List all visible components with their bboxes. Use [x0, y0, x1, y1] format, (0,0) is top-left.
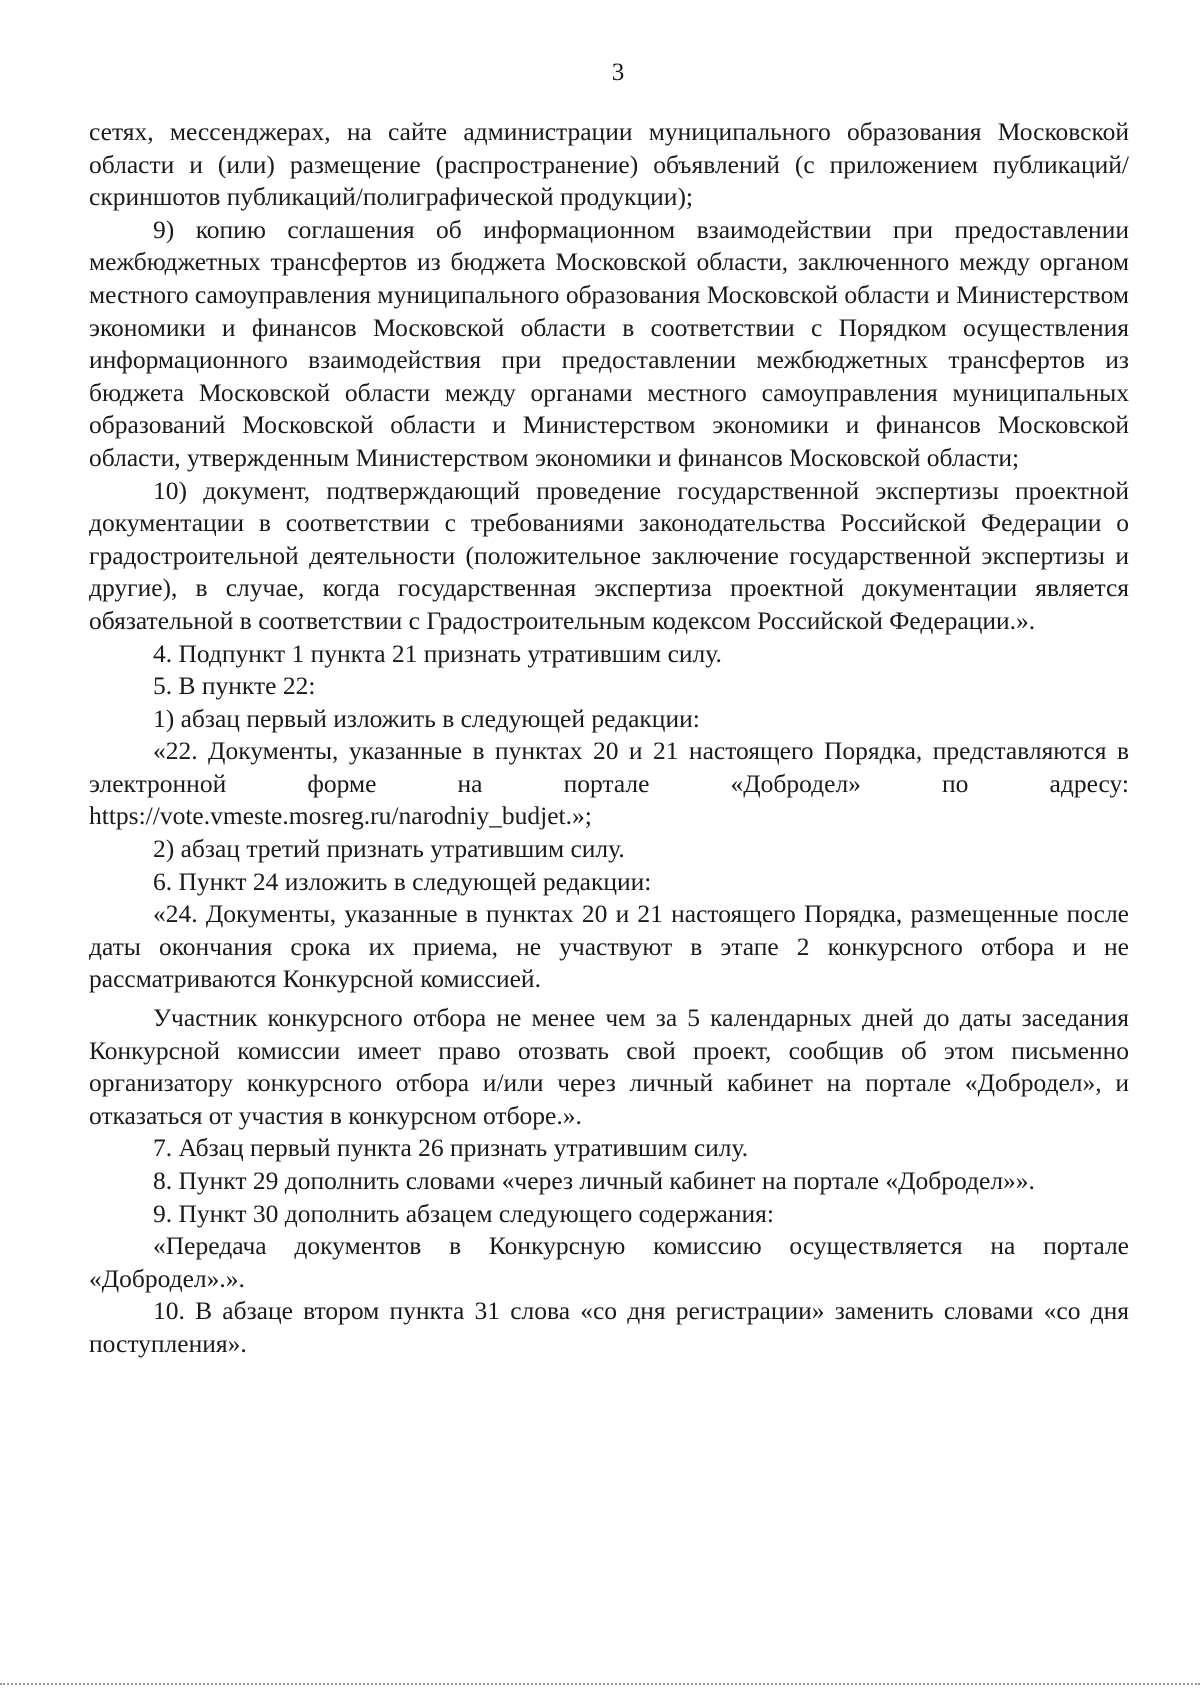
paragraph-new-clause-24: «24. Документы, указанные в пунктах 20 и 21 настоящего Порядка, размещенные после даты окончания срока их приема, не участвуют в этапе 2 конкурсного отбора и не рассматриваются Конкурсной комиссией. — [89, 899, 1129, 994]
paragraph-point-10: 10. В абзаце втором пункта 31 слова «со дня регистрации» заменить словами «со дня поступления». — [89, 1296, 1129, 1358]
paragraph-new-clause-22: «22. Документы, указанные в пунктах 20 и 21 настоящего Порядка, представляются в электронной форме на портале «Добродел» по адресу: https://vote.vmeste.mosreg.ru/narodniy_budjet.»; — [89, 736, 1129, 831]
paragraph-new-clause-24-part-2: Участник конкурсного отбора не менее чем за 5 календарных дней до даты заседания Конкурсной комиссии имеет право отозвать свой проект, сообщив об этом письменно организатору конкурсного отбора и/или через личный кабинет на портале «Добродел», и отказаться от участия в конкурсном отборе.». — [89, 1003, 1129, 1130]
paragraph-point-5-sub-2: 2) абзац третий признать утратившим силу. — [153, 834, 625, 864]
paragraph-continuation: сетях, мессенджерах, на сайте администрации муниципального образования Московской области и (или) размещение (распространение) объявлений (с приложением публикаций/скриншотов публикаций/полиграфической продукции); — [89, 117, 1129, 212]
paragraph-point-7: 7. Абзац первый пункта 26 признать утратившим силу. — [153, 1133, 749, 1163]
paragraph-point-8: 8. Пункт 29 дополнить словами «через личный кабинет на портале «Добродел»». — [153, 1166, 1035, 1195]
paragraph-new-text-30: «Передача документов в Конкурсную комиссию осуществляется на портале «Добродел».». — [89, 1231, 1129, 1293]
page-number: 3 — [611, 59, 625, 86]
paragraph-item-10: 10) документ, подтверждающий проведение государственной экспертизы проектной документации в соответствии с требованиями законодательства Российской Федерации о градостроительной деятельности (положительное заключение государственной экспертизы и другие), в случае, когда государственная экспертиза проектной документации является обязательной в соответствии с Градостроительным кодексом Российской Федерации.». — [89, 475, 1129, 635]
paragraph-point-5-sub-1: 1) абзац первый изложить в следующей редакции: — [153, 703, 700, 733]
paragraph-point-5: 5. В пункте 22: — [153, 671, 316, 701]
scan-bottom-edge — [0, 1683, 1200, 1685]
paragraph-point-6: 6. Пункт 24 изложить в следующей редакции: — [153, 866, 652, 896]
document-body — [89, 116, 1129, 1361]
paragraph-item-9: 9) копию соглашения об информационном взаимодействии при предоставлении межбюджетных трансфертов из бюджета Московской области, заключенного между органом местного самоуправления муниципального образования Московской области и Министерством экономики и финансов Московской области в соответствии с Порядком осуществления информационного взаимодействия при предоставлении межбюджетных трансфертов из бюджета Московской области между органами местного самоуправления муниципальных образований Московской области и Министерством экономики и финансов Московской области, утвержденным Министерством экономики и финансов Московской области; — [89, 214, 1129, 472]
paragraph-point-9: 9. Пункт 30 дополнить абзацем следующего содержания: — [153, 1198, 774, 1228]
paragraph-point-4: 4. Подпункт 1 пункта 21 признать утратившим силу. — [153, 638, 722, 668]
